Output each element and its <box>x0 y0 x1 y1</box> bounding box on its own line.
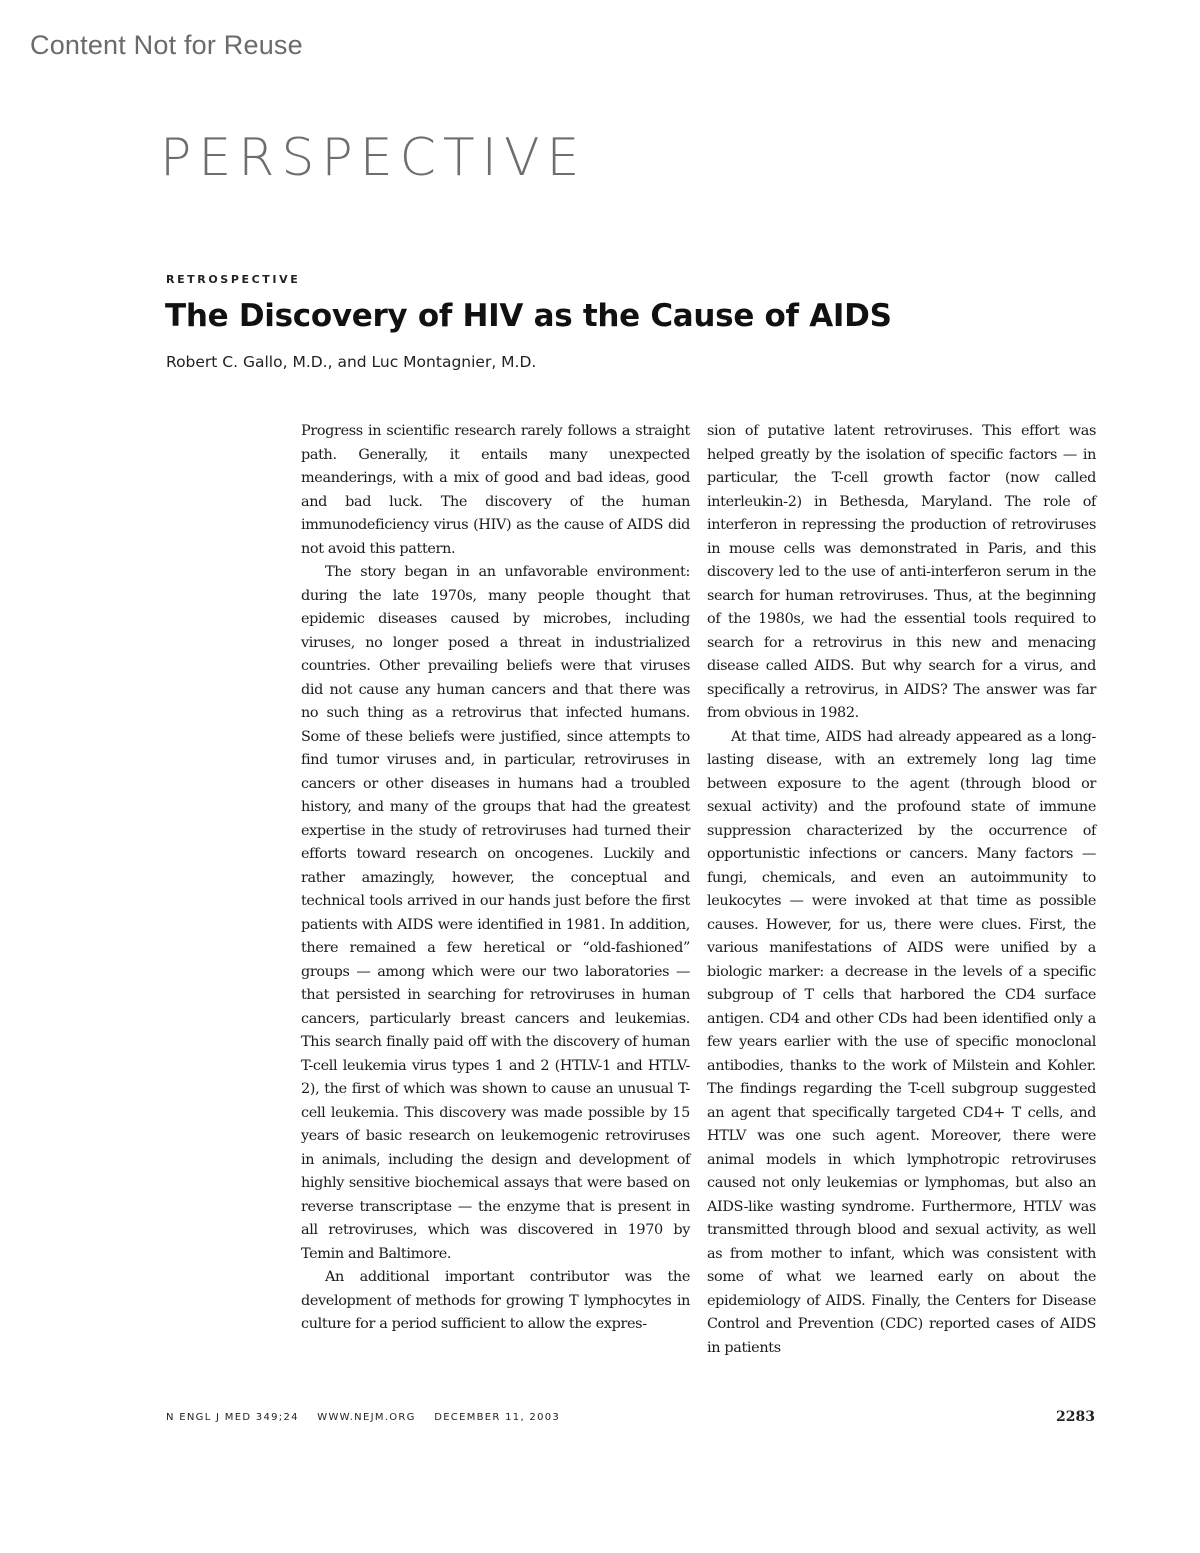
page-number: 2283 <box>1056 1409 1095 1425</box>
paragraph: The story began in an unfavorable environment: during the late 1970s, many people thought that epidemic diseases caused by microbes, including viruses, no longer posed a threat in industrialized countries. Other prevailing beliefs were that viruses did not cause any human cancers and that there was no such thing as a retrovirus that infected humans. Some of these beliefs were justified, since attempts to find tumor viruses and, in particular, retroviruses in cancers or other diseases in humans had a troubled history, and many of the groups that had the greatest expertise in the study of retroviruses had turned their efforts toward research on oncogenes. Luckily and rather amazingly, however, the conceptual and technical tools arrived in our hands just before the first patients with AIDS were identified in 1981. In addition, there remained a few heretical or “old-fashioned” groups — among which were our two laboratories — that persisted in searching for retroviruses in human cancers, particularly breast cancers and leukemias. This search finally paid off with the discovery of human T-cell leukemia virus types 1 and 2 (HTLV-1 and HTLV-2), the first of which was shown to cause an unusual T-cell leukemia. This discovery was made possible by 15 years of basic research on leukemogenic retroviruses in animals, including the design and development of highly sensitive biochemical assays that were based on reverse transcriptase — the enzyme that is present in all retroviruses, which was discovered in 1970 by Temin and Baltimore. <box>301 564 690 1262</box>
footer-citation <box>166 1412 574 1423</box>
paragraph: At that time, AIDS had already appeared as a long-lasting disease, with an extremely long lag time between exposure to the agent (through blood or sexual activity) and the profound state of immune suppression characterized by the occurrence of opportunistic infections or cancers. Many factors — fungi, chemicals, and even an autoimmunity to leukocytes — were invoked at that time as possible causes. However, for us, there were clues. First, the various manifestations of AIDS were unified by a biologic marker: a decrease in the levels of a specific subgroup of T cells that harbored the CD4 surface antigen. CD4 and other CDs had been identified only a few years earlier with the use of specific monoclonal antibodies, thanks to the work of Milstein and Kohler. The findings regarding the T-cell subgroup suggested an agent that specifically targeted CD4+ T cells, and HTLV was one such agent. Moreover, there were animal models in which lymphotropic retroviruses caused not only leukemias or lymphomas, but also an AIDS-like wasting syndrome. Furthermore, HTLV was transmitted through blood and sexual activity, as well as from mother to infant, which was consistent with some of what we learned early on about the epidemiology of AIDS. Finally, the Centers for Disease Control and Prevention (CDC) reported cases of AIDS in patients <box>707 728 1096 1356</box>
section-label: RETROSPECTIVE <box>166 273 301 286</box>
article-title: The Discovery of HIV as the Cause of AIDS <box>165 298 892 334</box>
watermark-text: Content Not for Reuse <box>30 30 303 60</box>
footer-date: DECEMBER 11, 2003 <box>434 1412 561 1423</box>
paragraph: sion of putative latent retroviruses. This effort was helped greatly by the isolation of specific factors — in particular, the T-cell growth factor (now called interleukin-2) in Bethesda, Maryland. The role of interferon in repressing the production of retroviruses in mouse cells was demonstrated in Paris, and this discovery led to the use of anti-interferon serum in the search for human retroviruses. Thus, at the beginning of the 1980s, we had the essential tools required to search for a retrovirus in this new and menacing disease called AIDS. But why search for a virus, and specifically a retrovirus, in AIDS? The answer was far from obvious in 1982. <box>707 423 1096 721</box>
footer-journal: N ENGL J MED 349;24 <box>166 1412 299 1423</box>
footer-website: WWW.NEJM.ORG <box>317 1412 416 1423</box>
body-column-left <box>301 420 690 1337</box>
body-column-right <box>707 420 1096 1360</box>
article-authors: Robert C. Gallo, M.D., and Luc Montagnier, M.D. <box>166 353 537 371</box>
masthead-perspective: PERSPECTIVE <box>160 128 587 188</box>
paragraph: Progress in scientific research rarely follows a straight path. Generally, it entails many unexpected meanderings, with a mix of good and bad ideas, good and bad luck. The discovery of the human immunodeficiency virus (HIV) as the cause of AIDS did not avoid this pattern. <box>301 423 690 557</box>
paragraph: An additional important contributor was the development of methods for growing T lymphocytes in culture for a period sufficient to allow the expres- <box>301 1269 690 1332</box>
